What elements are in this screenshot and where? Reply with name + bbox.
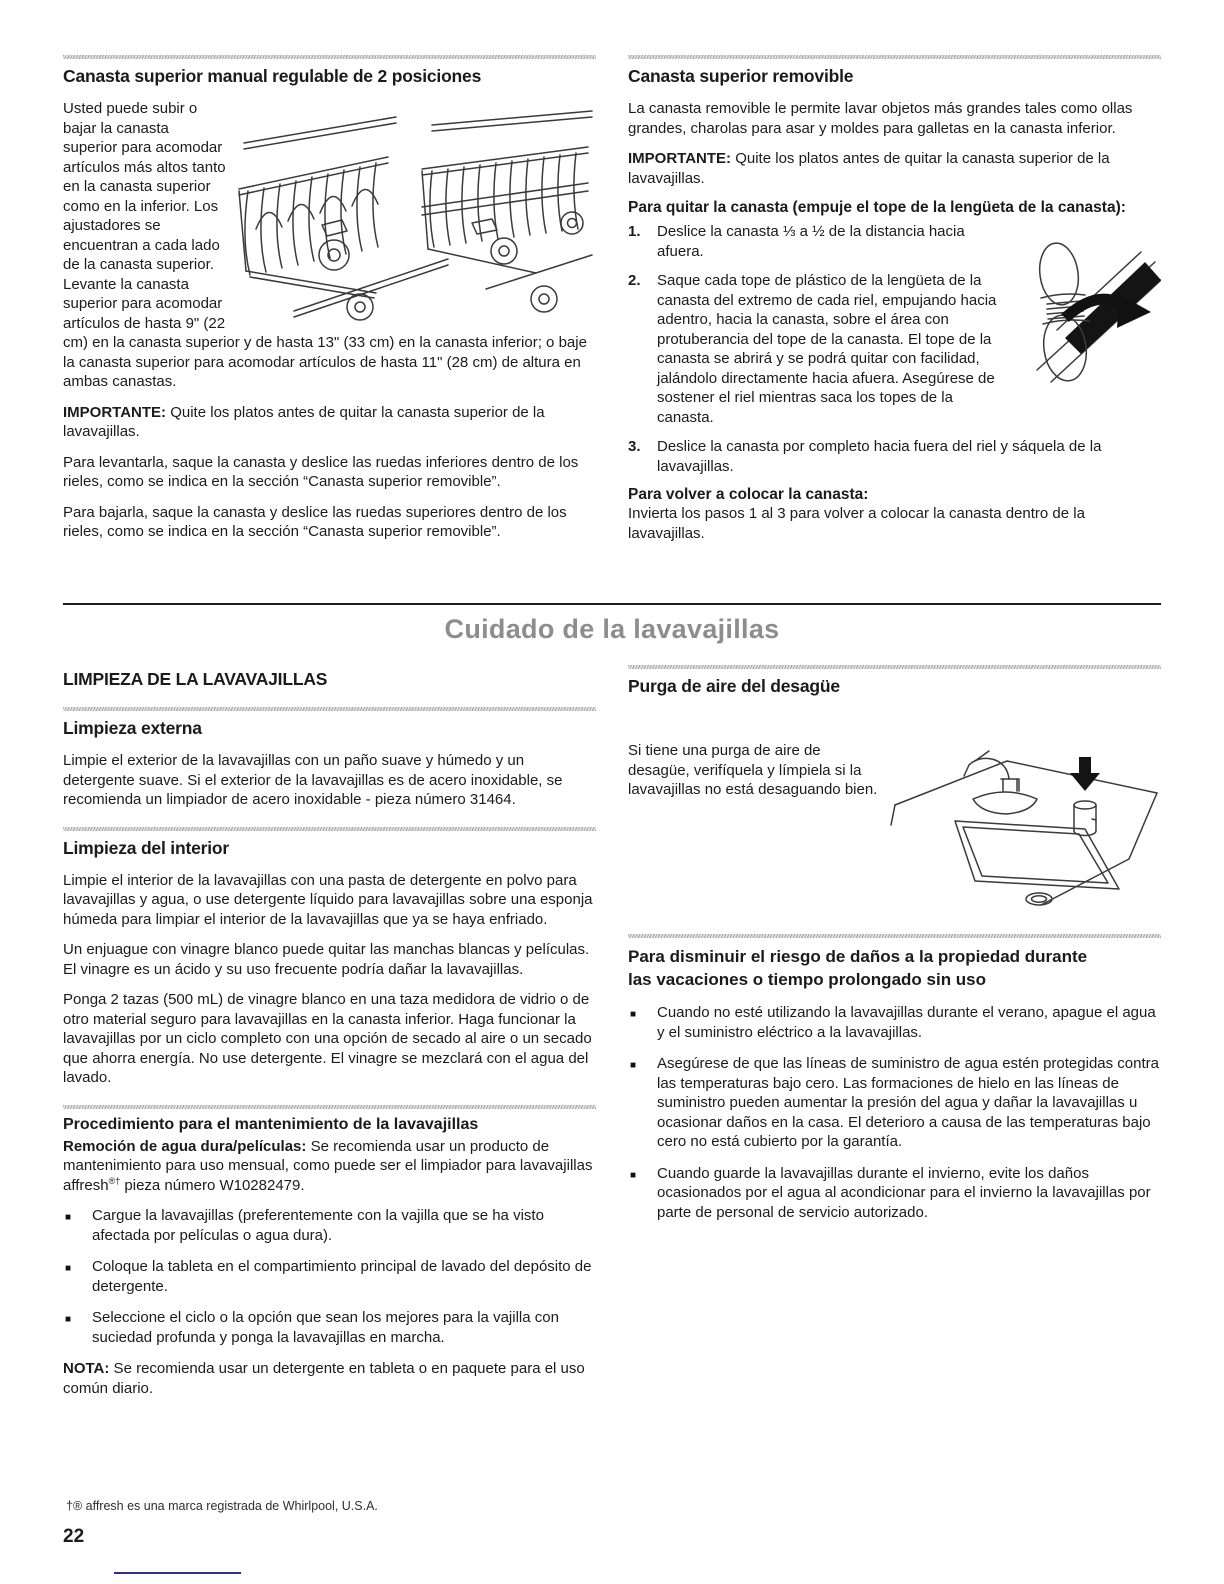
adjustable-rack-flow [63, 99, 596, 392]
square-bullet-icon: ■ [65, 1212, 72, 1223]
list-item: ■ Coloque la tableta en el compartimiento principal de lavado del depósito de detergente. [65, 1258, 592, 1295]
square-bullet-icon: ■ [65, 1263, 72, 1274]
lower-instructions: Para bajarla, saque la canasta y deslice las ruedas superiores dentro de los rieles, como se indica en la sección “Canasta superior removible”. [63, 503, 567, 540]
section-title: Canasta superior removible [628, 66, 854, 86]
square-bullet-icon: ■ [630, 1060, 637, 1071]
section-adjustable-rack [63, 55, 596, 553]
maintenance-title: Procedimiento para el mantenimiento de la lavavajillas [63, 1115, 479, 1133]
dishwasher-racks-illustration [236, 103, 596, 325]
bottom-columns [63, 660, 1161, 1409]
air-gap-title: Purga de aire del desagüe [628, 676, 840, 696]
interior-cleaning-p3: Ponga 2 tazas (500 mL) de vinagre blanco en una taza medidora de vidrio o de otro material seguro para lavavajillas en la canasta inferior. Haga funcionar la lavavajillas por un ciclo completo con una opción de secado al aire o un secado que ahorra energía. No use detergente. El vinagre se mezclará con el agua del lavado. [63, 991, 592, 1086]
list-item: ■ Cuando guarde la lavavajillas durante el invierno, evite los daños ocasionados por el agua al acondicionar para el invierno la lavavajillas por parte de personal de servicio autorizado. [630, 1164, 1151, 1221]
replace-rack-heading: Para volver a colocar la canasta: [628, 486, 869, 503]
interior-cleaning-p2: Un enjuague con vinagre blanco puede quitar las manchas blancas y películas. El vinagre es un ácido y su uso frecuente podría dañar la lavavajillas. [63, 941, 590, 978]
external-cleaning-body: Limpie el exterior de la lavavajillas con un paño suave y húmedo y un detergente suave. Si el exterior de la lavavajillas es de acero inoxidable, se recomienda un limpiador de acero inoxidable - pieza número 31464. [63, 752, 563, 808]
remove-steps-flow [628, 222, 1161, 476]
list-item: ■ Asegúrese de que las líneas de suministro de agua estén protegidas contra las temperaturas bajo cero. Las formaciones de hielo en las líneas de suministro pueden aumentar la presión del agua y dañar la lavavajillas u ocasionar daños en la casa. El deterioro a causa de las temperaturas bajo cero no está cubierto por la garantía. [630, 1055, 1159, 1150]
important-label: IMPORTANTE: [63, 403, 167, 421]
adjustable-rack-intro: Usted puede subir o bajar la canasta superior para acomodar artículos más altos tanto en la canasta superior como en la inferior. Los ajustadores se encuentran a cada lado de la canasta superior. Levante la canasta superior para acomodar artículos de hasta 9" (22 cm) en la canasta superior y de hasta 13" (33 cm) en la canasta inferior; o baje la canasta superior para acomodar artículos de hasta 11" (28 cm) de altura en ambas canastas. [63, 100, 587, 390]
care-banner-title: Cuidado de la lavavajillas [444, 614, 780, 644]
air-gap-body: Si tiene una purga de aire de desagüe, verifíquela y límpiela si la lavavajillas no está desaguando bien. [628, 742, 878, 798]
maintenance-intro: Remoción de agua dura/películas: Se recomienda usar un producto de mantenimiento para uso mensual, como puede ser el limpiador para lavavajillas affresh®† pieza número W10282479. [63, 1137, 593, 1194]
replace-rack-text: Invierta los pasos 1 al 3 para volver a colocar la canasta dentro de la lavavajillas. [628, 505, 1085, 542]
interior-cleaning-p1: Limpie el interior de la lavavajillas con una pasta de detergente en polvo para lavavajillas y agua, o use detergente líquido para lavavajillas sobre una esponja húmeda para limpiar el interior de la lavavajillas que ya se haya enfriado. [63, 871, 593, 928]
trademark-footnote: †® affresh es una marca registrada de Whirlpool, U.S.A. [66, 1499, 378, 1513]
vacation-title: Para disminuir el riesgo de daños a la propiedad durante las vacaciones o tiempo prolongado sin uso [628, 947, 1088, 989]
list-item: 1. Deslice la canasta ⅓ a ½ de la distancia hacia afuera. [628, 223, 965, 260]
square-bullet-icon: ■ [630, 1009, 637, 1020]
air-gap-flow [628, 741, 1161, 800]
footer-blue-mark [114, 1572, 241, 1574]
remove-steps-list [628, 222, 1161, 476]
cleaning-title: LIMPIEZA DE LA LAVAVAJILLAS [63, 669, 328, 689]
external-cleaning-title: Limpieza externa [63, 718, 202, 738]
maintenance-note: NOTA: Se recomienda usar un detergente en tableta o en paquete para el uso común diario. [63, 1360, 585, 1397]
important-label: IMPORTANTE: [628, 150, 732, 167]
remove-rack-heading: Para quitar la canasta (empuje el tope de la lengüeta de la canasta): [628, 199, 1126, 216]
section-cleaning [63, 660, 596, 1409]
section-air-gap-vacation [628, 660, 1161, 1234]
square-bullet-icon: ■ [630, 1169, 637, 1181]
square-bullet-icon: ■ [65, 1314, 72, 1325]
raise-instructions: Para levantarla, saque la canasta y deslice las ruedas inferiores dentro de los rieles, como se indica en la sección “Canasta superior removible”. [63, 453, 579, 490]
page-number: 22 [63, 1526, 85, 1547]
section-divider [628, 55, 1161, 59]
vacation-bullet-list [628, 1003, 1161, 1222]
list-item: ■ Cargue la lavavajillas (preferentemente con la vajilla que se ha visto afectada por películas o agua dura). [65, 1207, 544, 1244]
section-title: Canasta superior manual regulable de 2 posiciones [63, 66, 482, 86]
list-item: ■ Seleccione el ciclo o la opción que sean los mejores para la vajilla con suciedad profunda y ponga la lavavajillas en marcha. [65, 1309, 559, 1346]
section-divider [63, 827, 596, 831]
section-divider [628, 665, 1161, 669]
section-divider [628, 934, 1161, 938]
important-note: IMPORTANTE: Quite los platos antes de quitar la canasta superior de la lavavajillas. [63, 403, 545, 440]
section-rule [63, 603, 1161, 605]
list-item: 2. Saque cada tope de plástico de la lengüeta de la canasta del extremo de cada riel, empujando hacia adentro, hacia la canasta, sobre el área con protuberancia del tope de la canasta. El tope de la canasta se abrirá y se podrá quitar con facilidad, jalándolo directamente hacia afuera. Asegúrese de sostener el riel mientras saca los topes de la canasta. [628, 272, 997, 426]
important-note: IMPORTANTE: Quite los platos antes de quitar la canasta superior de la lavavajillas. [628, 150, 1110, 187]
section-divider [63, 1105, 596, 1109]
section-divider [63, 55, 596, 59]
section-removable-rack [628, 55, 1161, 554]
removable-rack-intro: La canasta removible le permite lavar objetos más grandes tales como ollas grandes, charolas para asar y moldes para galletas en la canasta inferior. [628, 100, 1133, 137]
section-divider [63, 707, 596, 711]
interior-cleaning-title: Limpieza del interior [63, 837, 229, 858]
list-item: ■ Cuando no esté utilizando la lavavajillas durante el verano, apague el agua y el suministro eléctrico a la lavavajillas. [630, 1004, 1156, 1041]
registered-dagger-mark: ®† [108, 1175, 121, 1186]
sink-air-gap-illustration [889, 741, 1161, 913]
maintenance-bullet-list [63, 1206, 596, 1347]
top-columns [63, 55, 1161, 603]
list-item: 3. Deslice la canasta por completo hacia fuera del riel y sáquela de la lavavajillas. [628, 438, 1102, 475]
